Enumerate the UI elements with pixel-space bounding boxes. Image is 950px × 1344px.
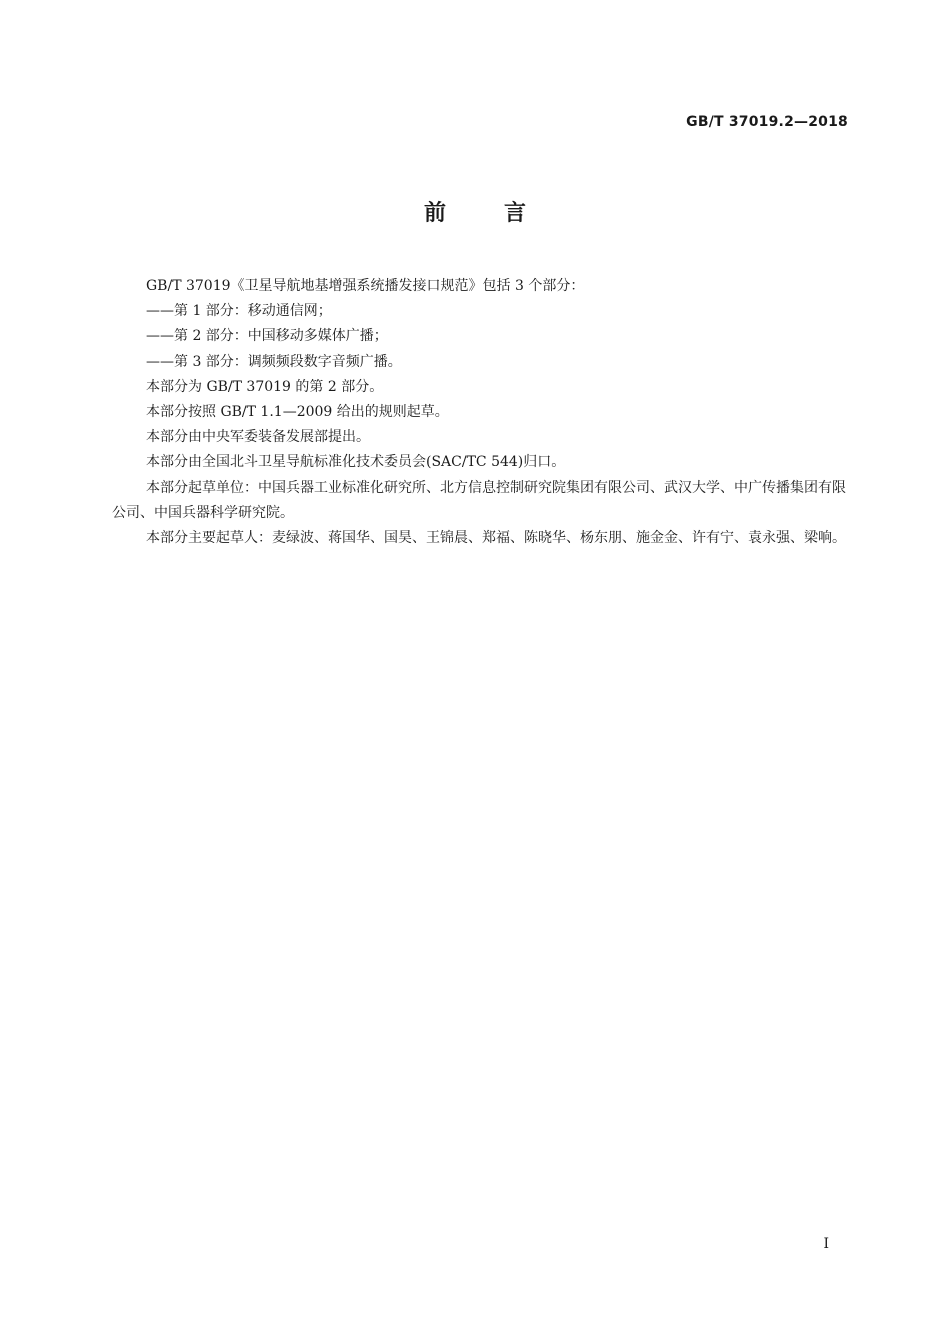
page-title: 前言 bbox=[423, 201, 584, 226]
list-item-part1: ——第 1 部分：移动通信网； bbox=[146, 303, 332, 320]
proposed-paragraph: 本部分由中央军委装备发展部提出。 bbox=[146, 429, 370, 446]
list-item-part3: ——第 3 部分：调频频段数字音频广播。 bbox=[146, 353, 402, 370]
this-part-paragraph: 本部分为 GB/T 37019 的第 2 部分。 bbox=[146, 378, 384, 395]
drafting-units-paragraph: 本部分起草单位：中国兵器工业标准化研究所、北方信息控制研究院集团有限公司、武汉大学、中广传播集团有限公司、中国兵器科学研究院。 bbox=[112, 479, 846, 521]
rules-paragraph: 本部分按照 GB/T 1.1—2009 给出的规则起草。 bbox=[146, 404, 449, 421]
intro-paragraph: GB/T 37019《卫星导航地基增强系统播发接口规范》包括 3 个部分： bbox=[146, 278, 585, 294]
drafters-paragraph: 本部分主要起草人：麦绿波、蒋国华、国昊、王锦晨、郑福、陈晓华、杨东朋、施金金、许有宁、袁永强、梁响。 bbox=[146, 530, 846, 547]
standard-code: GB/T 37019.2—2018 bbox=[686, 114, 848, 130]
document-body bbox=[112, 274, 852, 551]
managed-paragraph: 本部分由全国北斗卫星导航标准化技术委员会(SAC/TC 544)归口。 bbox=[146, 454, 566, 471]
page-number: I bbox=[823, 1236, 829, 1252]
list-item-part2: ——第 2 部分：中国移动多媒体广播； bbox=[146, 328, 388, 345]
